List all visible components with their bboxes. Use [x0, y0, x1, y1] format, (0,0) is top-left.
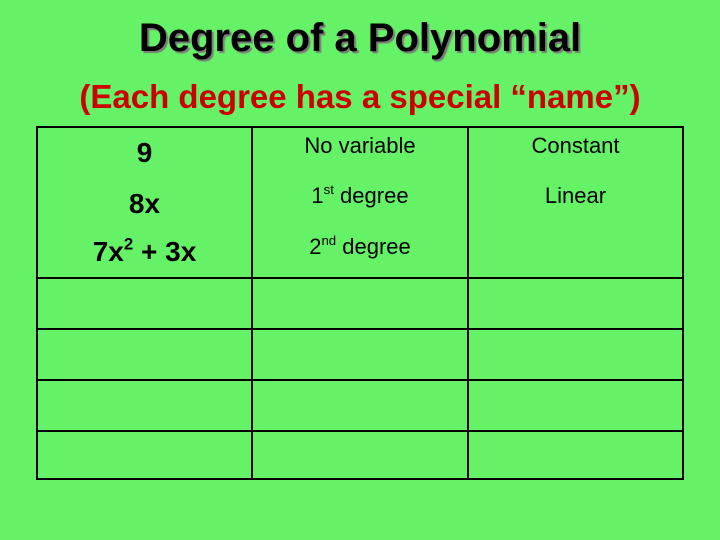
slide-title: Degree of a Polynomial — [138, 16, 582, 60]
degree-ordinal-suffix: nd — [321, 232, 337, 248]
table-border-left — [36, 126, 38, 480]
table-cell-name — [469, 185, 682, 207]
degree-table — [36, 126, 684, 480]
name-text: Linear — [544, 183, 607, 208]
degree-word: degree — [333, 183, 409, 208]
degree-number: 1 — [311, 183, 324, 208]
table-row-divider — [36, 277, 684, 279]
expression-term: + 3x — [133, 236, 197, 267]
table-row-divider — [36, 328, 684, 330]
table-border-bottom — [36, 478, 684, 480]
expression-text: 8x — [128, 188, 161, 219]
expression-exponent: 2 — [123, 234, 134, 254]
table-column-divider — [467, 126, 469, 480]
table-border-right — [682, 126, 684, 480]
table-column-divider — [251, 126, 253, 480]
table-cell-name — [469, 135, 682, 157]
expression-text: 9 — [136, 137, 153, 168]
name-text: Constant — [531, 133, 620, 158]
table-cell-degree — [253, 135, 467, 157]
table-cell-expression — [38, 139, 251, 167]
slide-subtitle: (Each degree has a special “name”) — [79, 78, 641, 115]
table-row-divider — [36, 379, 684, 381]
table-border-top — [36, 126, 684, 128]
table-cell-expression — [38, 234, 251, 267]
table-cell-degree — [253, 232, 467, 259]
table-row-divider — [36, 430, 684, 432]
expression-term: 7x — [92, 236, 124, 267]
degree-number: 2 — [309, 234, 322, 259]
table-cell-degree — [253, 181, 467, 208]
degree-ordinal-suffix: st — [323, 181, 334, 197]
degree-text: No variable — [304, 133, 416, 158]
table-cell-expression — [38, 190, 251, 218]
degree-word: degree — [336, 234, 411, 259]
